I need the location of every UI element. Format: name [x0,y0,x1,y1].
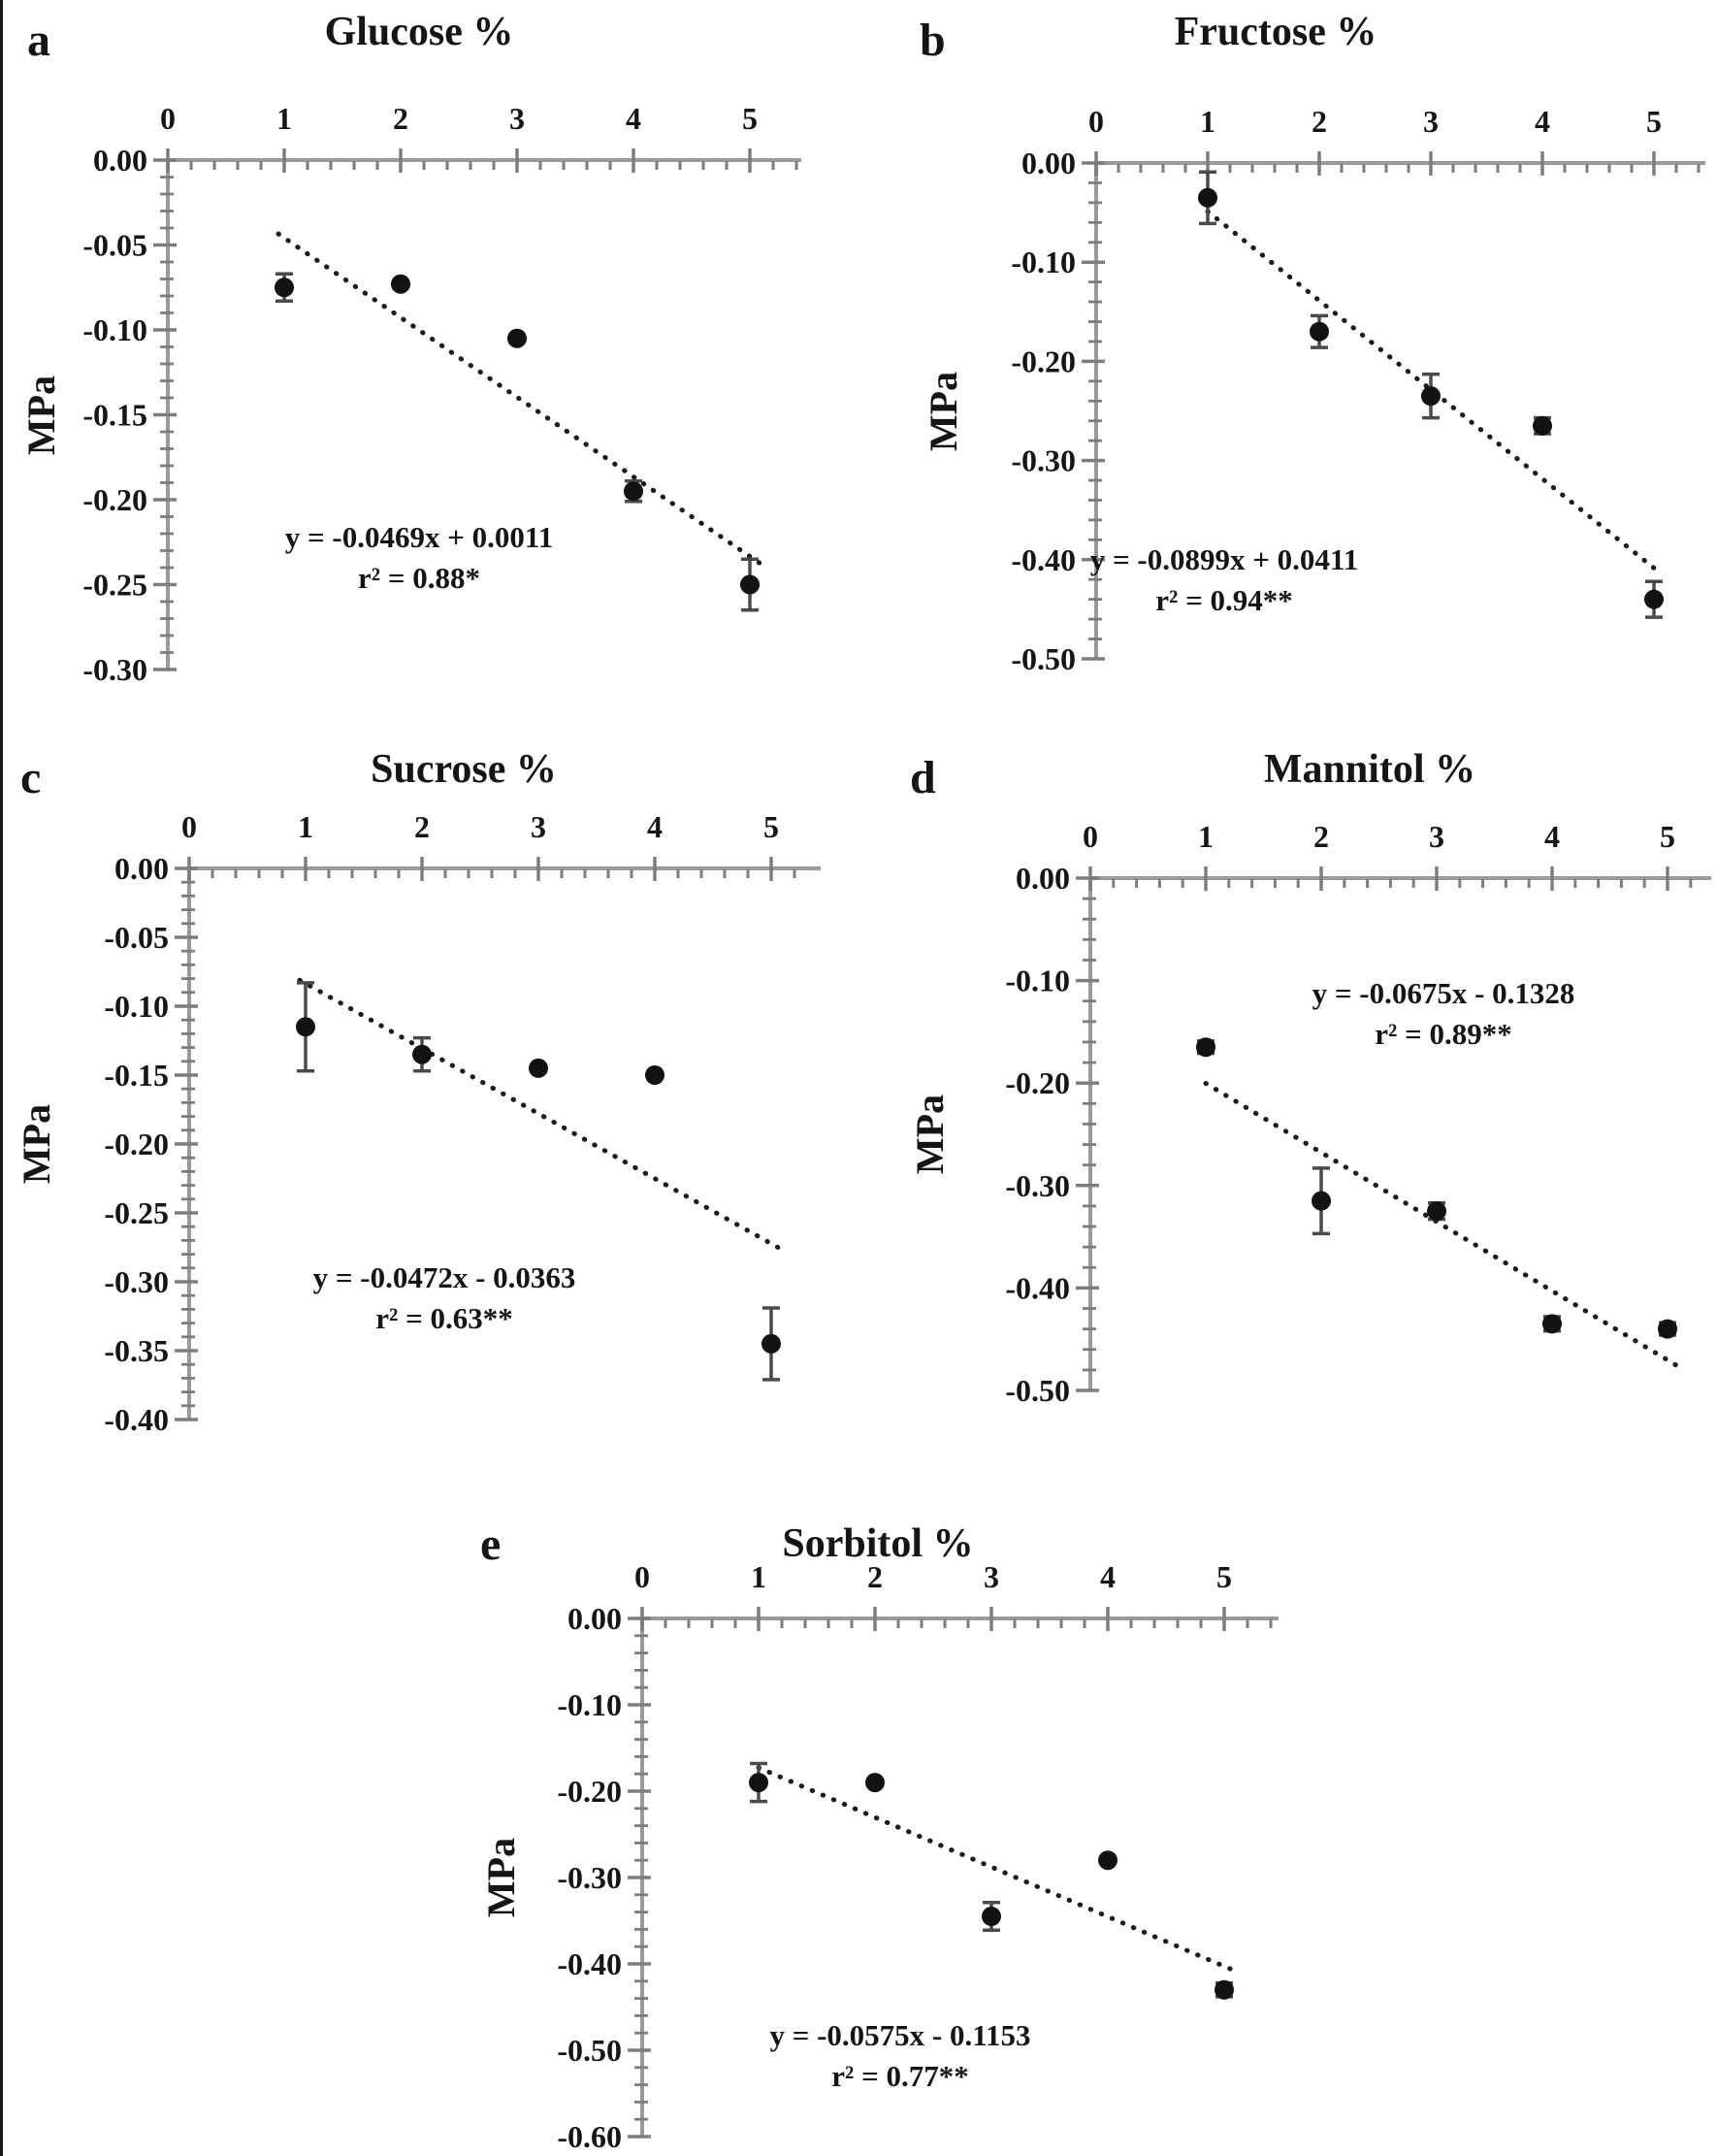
trend-line [1206,1084,1681,1369]
y-tick-label: -0.10 [557,1687,622,1722]
y-axis-unit-label: MPa [15,1103,58,1185]
five-panel-scatter-figure [3,0,1717,2156]
data-point [761,1334,781,1354]
data-point [1658,1320,1677,1339]
x-tick-label: 5 [763,809,779,844]
x-tick-label: 0 [181,809,197,844]
y-axis-unit-label: MPa [908,1094,952,1175]
x-tick-label: 1 [751,1559,766,1594]
x-tick-label: 3 [509,101,525,136]
data-point [645,1065,664,1085]
data-point [1644,590,1664,609]
y-tick-label: -0.10 [1011,245,1076,280]
data-point [1098,1850,1118,1870]
y-tick-label: -0.20 [557,1774,622,1809]
x-tick-label: 2 [1313,819,1329,854]
data-point [391,275,410,294]
data-point [865,1773,885,1792]
data-point [1421,386,1441,406]
y-tick-label: -0.50 [1011,641,1076,676]
panel-a [19,10,801,687]
y-tick-label: -0.30 [1005,1167,1070,1203]
data-point [507,329,527,348]
r-squared-text: r² = 0.94** [1155,583,1293,617]
equation-text: y = -0.0675x - 0.1328 [1312,976,1575,1010]
y-tick-label: -0.20 [82,482,147,517]
data-point [1312,1192,1331,1211]
y-tick-label: -0.60 [557,2119,622,2154]
x-tick-label: 4 [1100,1559,1116,1594]
y-tick-label: 0.00 [1016,861,1070,896]
panel-letter: a [27,15,50,66]
y-axis-unit-label: MPa [922,371,965,452]
x-tick-label: 0 [1088,104,1104,139]
y-tick-label: -0.25 [82,567,147,603]
y-axis-unit-label: MPa [479,1837,523,1918]
panel-letter: d [910,752,936,803]
x-tick-label: 1 [298,809,313,844]
y-tick-label: -0.40 [104,1402,169,1437]
r-squared-text: r² = 0.63** [375,1301,513,1335]
y-tick-label: -0.50 [557,2033,622,2068]
panel-title: Fructose % [1174,10,1377,54]
panel-e [479,1519,1279,2154]
panel-letter: b [920,15,946,66]
data-point [740,575,760,595]
x-tick-label: 5 [1216,1559,1232,1594]
panel-letter: c [20,752,42,803]
y-tick-label: -0.05 [104,920,169,955]
x-tick-label: 2 [393,101,408,136]
data-point [1198,188,1217,208]
data-point [1196,1037,1215,1057]
x-tick-label: 5 [1660,819,1675,854]
x-tick-label: 0 [1083,819,1098,854]
x-tick-label: 2 [1312,104,1327,139]
y-tick-label: -0.25 [104,1195,169,1230]
x-tick-label: 3 [1429,819,1444,854]
data-point [624,481,643,501]
y-tick-label: -0.35 [104,1333,169,1368]
trend-line [278,234,763,566]
y-tick-label: -0.30 [82,652,147,687]
y-tick-label: -0.40 [1005,1270,1070,1306]
x-tick-label: 5 [742,101,758,136]
x-tick-label: 4 [1535,104,1550,139]
y-tick-label: 0.00 [567,1601,622,1636]
y-tick-label: 0.00 [93,143,147,178]
x-tick-label: 3 [984,1559,999,1594]
equation-text: y = -0.0469x + 0.0011 [284,520,554,554]
trend-line [300,980,783,1250]
panel-letter: e [480,1519,502,1570]
data-point [1215,1980,1234,2000]
x-tick-label: 1 [1198,819,1214,854]
data-point [275,278,294,297]
x-tick-label: 1 [276,101,292,136]
x-tick-label: 4 [1544,819,1560,854]
panel-b [920,10,1705,676]
y-tick-label: -0.10 [82,312,147,347]
y-tick-label: -0.05 [82,227,147,263]
data-point [1542,1314,1562,1333]
y-tick-label: -0.30 [557,1860,622,1895]
equation-text: y = -0.0899x + 0.0411 [1089,542,1359,576]
y-tick-label: -0.20 [1011,343,1076,379]
panel-title: Sucrose % [371,747,557,792]
x-tick-label: 4 [647,809,663,844]
trend-line [759,1768,1236,1972]
data-point [1533,416,1552,436]
panel-title: Sorbitol % [782,1521,974,1566]
panel-title: Mannitol % [1263,747,1476,792]
y-tick-label: -0.40 [557,1946,622,1981]
y-tick-label: -0.30 [104,1264,169,1299]
y-tick-label: -0.50 [1005,1373,1070,1408]
y-tick-label: 0.00 [114,851,169,886]
data-point [1310,322,1329,342]
panel-c [15,747,821,1437]
x-tick-label: 1 [1200,104,1215,139]
x-tick-label: 5 [1646,104,1662,139]
y-tick-label: -0.10 [1005,963,1070,998]
y-tick-label: -0.15 [104,1058,169,1093]
x-tick-label: 0 [160,101,176,136]
y-tick-label: -0.30 [1011,442,1076,478]
r-squared-text: r² = 0.88* [358,561,480,595]
x-tick-label: 3 [531,809,546,844]
equation-text: y = -0.0575x - 0.1153 [769,2018,1031,2052]
panel-d [908,747,1711,1408]
data-point [1427,1201,1446,1221]
y-tick-label: -0.20 [104,1127,169,1161]
x-tick-label: 3 [1423,104,1439,139]
data-point [982,1907,1001,1926]
data-point [529,1059,548,1078]
y-tick-label: -0.10 [104,989,169,1024]
r-squared-text: r² = 0.89** [1375,1017,1512,1051]
x-tick-label: 2 [414,809,430,844]
y-axis-unit-label: MPa [19,375,63,456]
data-point [296,1017,315,1036]
r-squared-text: r² = 0.77** [831,2059,969,2093]
x-tick-label: 0 [634,1559,650,1594]
y-tick-label: -0.40 [1011,541,1076,577]
panel-title: Glucose % [324,10,514,54]
y-tick-label: -0.15 [82,397,147,433]
data-point [412,1045,432,1064]
x-tick-label: 4 [626,101,641,136]
data-point [749,1773,768,1792]
y-tick-label: -0.20 [1005,1065,1070,1101]
x-tick-label: 2 [867,1559,883,1594]
y-tick-label: 0.00 [1021,146,1076,180]
equation-text: y = -0.0472x - 0.0363 [312,1260,576,1294]
